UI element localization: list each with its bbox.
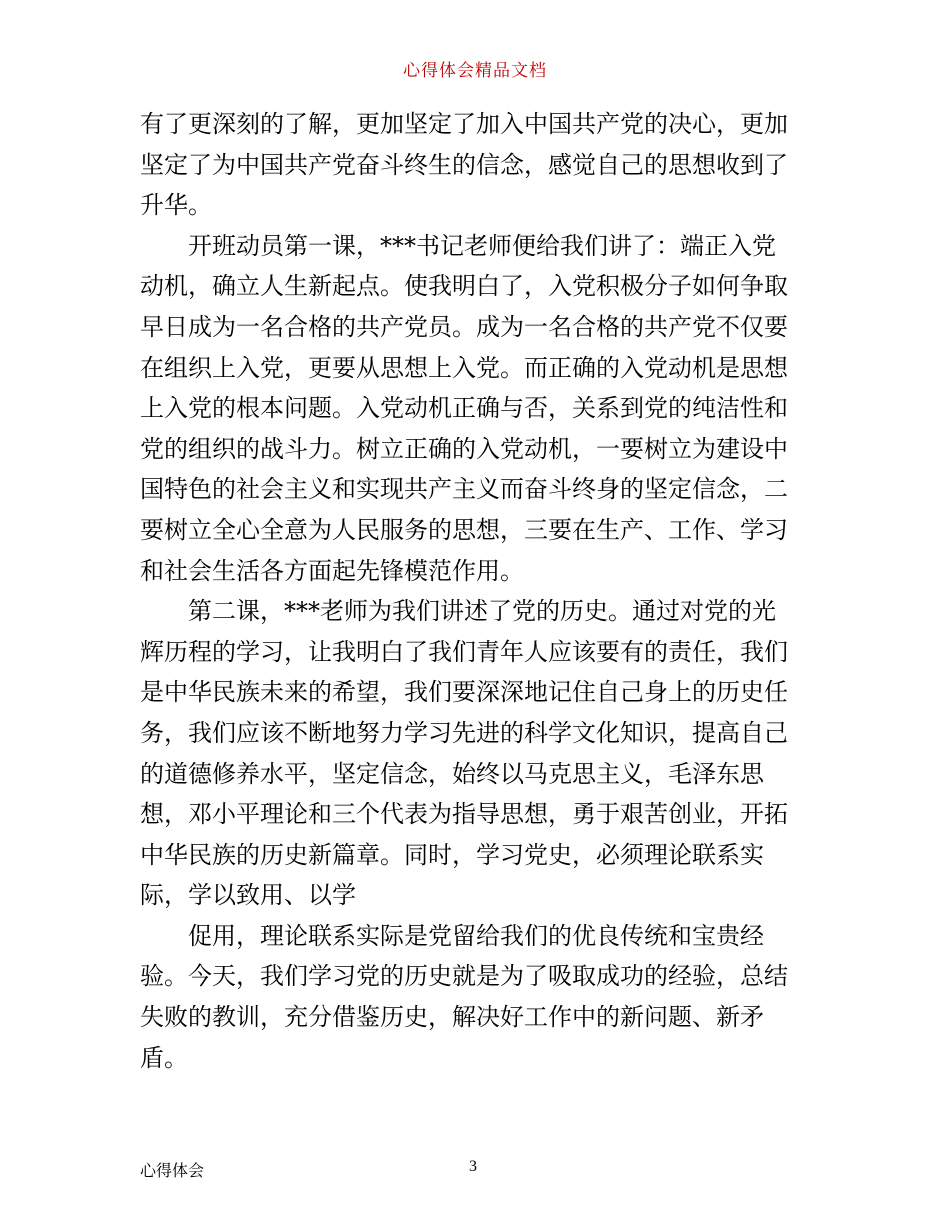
text-line: 和社会生活各方面起先锋模范作用。 xyxy=(140,556,524,585)
text-line: 第二课，***老师为我们讲述了党的历史。通过对党的光 xyxy=(188,597,776,626)
text-line: 开班动员第一课，***书记老师便给我们讲了：端正入党 xyxy=(188,231,776,260)
text-line: 动机，确立人生新起点。使我明白了，入党积极分子如何争取 xyxy=(140,272,788,301)
page-header-title: 心得体会精品文档 xyxy=(403,61,547,81)
text-line: 要树立全心全意为人民服务的思想，三要在生产、工作、学习 xyxy=(140,515,788,544)
text-line: 早日成为一名合格的共产党员。成为一名合格的共产党不仅要 xyxy=(140,312,788,341)
text-line: 坚定了为中国共产党奋斗终生的信念，感觉自己的思想收到了 xyxy=(140,150,788,179)
text-line: 有了更深刻的了解，更加坚定了加入中国共产党的决心，更加 xyxy=(140,110,788,138)
text-line: 验。今天，我们学习党的历史就是为了吸取成功的经验，总结 xyxy=(140,962,788,991)
text-line: 际，学以致用、以学 xyxy=(140,881,356,910)
text-line: 升华。 xyxy=(140,191,212,220)
text-line: 上入党的根本问题。入党动机正确与否，关系到党的纯洁性和 xyxy=(140,394,788,423)
footer-label: 心得体会 xyxy=(140,1161,205,1180)
text-line: 国特色的社会主义和实现共产主义而奋斗终身的坚定信念，二 xyxy=(140,475,788,504)
text-line: 盾。 xyxy=(140,1043,188,1072)
text-line: 中华民族的历史新篇章。同时，学习党史，必须理论联系实 xyxy=(140,840,764,869)
page-number: 3 xyxy=(469,1158,477,1175)
document-body xyxy=(140,104,812,1078)
text-line: 在组织上入党，更要从思想上入党。而正确的入党动机是思想 xyxy=(140,353,788,382)
text-line: 党的组织的战斗力。树立正确的入党动机，一要树立为建设中 xyxy=(140,434,788,463)
text-line: 促用，理论联系实际是党留给我们的优良传统和宝贵经 xyxy=(188,921,764,950)
text-line: 辉历程的学习，让我明白了我们青年人应该要有的责任，我们 xyxy=(140,637,788,666)
paragraph-4 xyxy=(140,916,812,1078)
text-line: 失败的教训，充分借鉴历史，解决好工作中的新问题、新矛 xyxy=(140,1003,764,1032)
paragraph-1 xyxy=(140,104,812,226)
text-line: 想，邓小平理论和三个代表为指导思想，勇于艰苦创业，开拓 xyxy=(140,800,788,829)
paragraph-2 xyxy=(140,226,812,591)
text-line: 的道德修养水平，坚定信念，始终以马克思主义，毛泽东思 xyxy=(140,759,764,788)
paragraph-3 xyxy=(140,591,812,916)
text-line: 务，我们应该不断地努力学习先进的科学文化知识，提高自己 xyxy=(140,718,788,747)
text-line: 是中华民族未来的希望，我们要深深地记住自己身上的历史任 xyxy=(140,678,788,707)
